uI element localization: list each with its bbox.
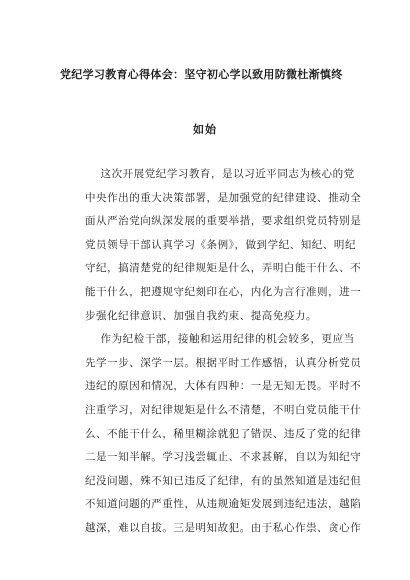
body-line: 步强化纪律意识、加强自我约束、提高免疫力。 — [85, 309, 318, 322]
document-title-line-2: 如始 — [193, 123, 217, 136]
body-line: 中央作出的重大决策部署，是加强党的纪律建设、推动全 — [85, 191, 362, 204]
body-line: 二是一知半解。学习浅尝辄止、不求甚解，自以为知纪守 — [85, 451, 362, 464]
body-line: 么、不能干什么，稀里糊涂就犯了错误、违反了党的纪律 — [85, 427, 362, 440]
body-line: 注重学习，对纪律规矩是什么不清楚，不明白党员能干什 — [85, 403, 362, 416]
body-line: 纪没问题，殊不知已违反了纪律，有的虽然知道是违纪但 — [85, 474, 362, 487]
body-line: 越深，难以自拔。三是明知故犯。由于私心作祟、贪心作 — [85, 521, 362, 534]
body-line: 先学一步、深学一层。根据平时工作感悟，认真分析党员 — [85, 356, 362, 369]
document-title-line-1: 党纪学习教育心得体会：坚守初心学以致用防微杜渐慎终 — [60, 68, 343, 81]
body-line: 能干什么，把遵规守纪刻印在心，内化为言行准则，进一 — [85, 285, 362, 298]
document-body — [85, 163, 362, 541]
body-line: 面从严治党向纵深发展的重要举措，要求组织党员特别是 — [85, 215, 362, 228]
body-line: 不知道问题的严重性，从违规逾矩发展到违纪违法，越陷 — [85, 498, 362, 511]
body-line: 守纪，搞清楚党的纪律规矩是什么，弄明白能干什么、不 — [85, 262, 362, 275]
body-line: 这次开展党纪学习教育，是以习近平同志为核心的党 — [85, 168, 355, 180]
body-line: 作为纪检干部，接触和运用纪律的机会较多，更应当 — [85, 333, 355, 346]
body-line: 党员领导干部认真学习《条例》，做到学纪、知纪、明纪 — [85, 238, 356, 251]
body-line: 违纪的原因和情况，大体有四种：一是无知无畏。平时不 — [85, 380, 362, 393]
